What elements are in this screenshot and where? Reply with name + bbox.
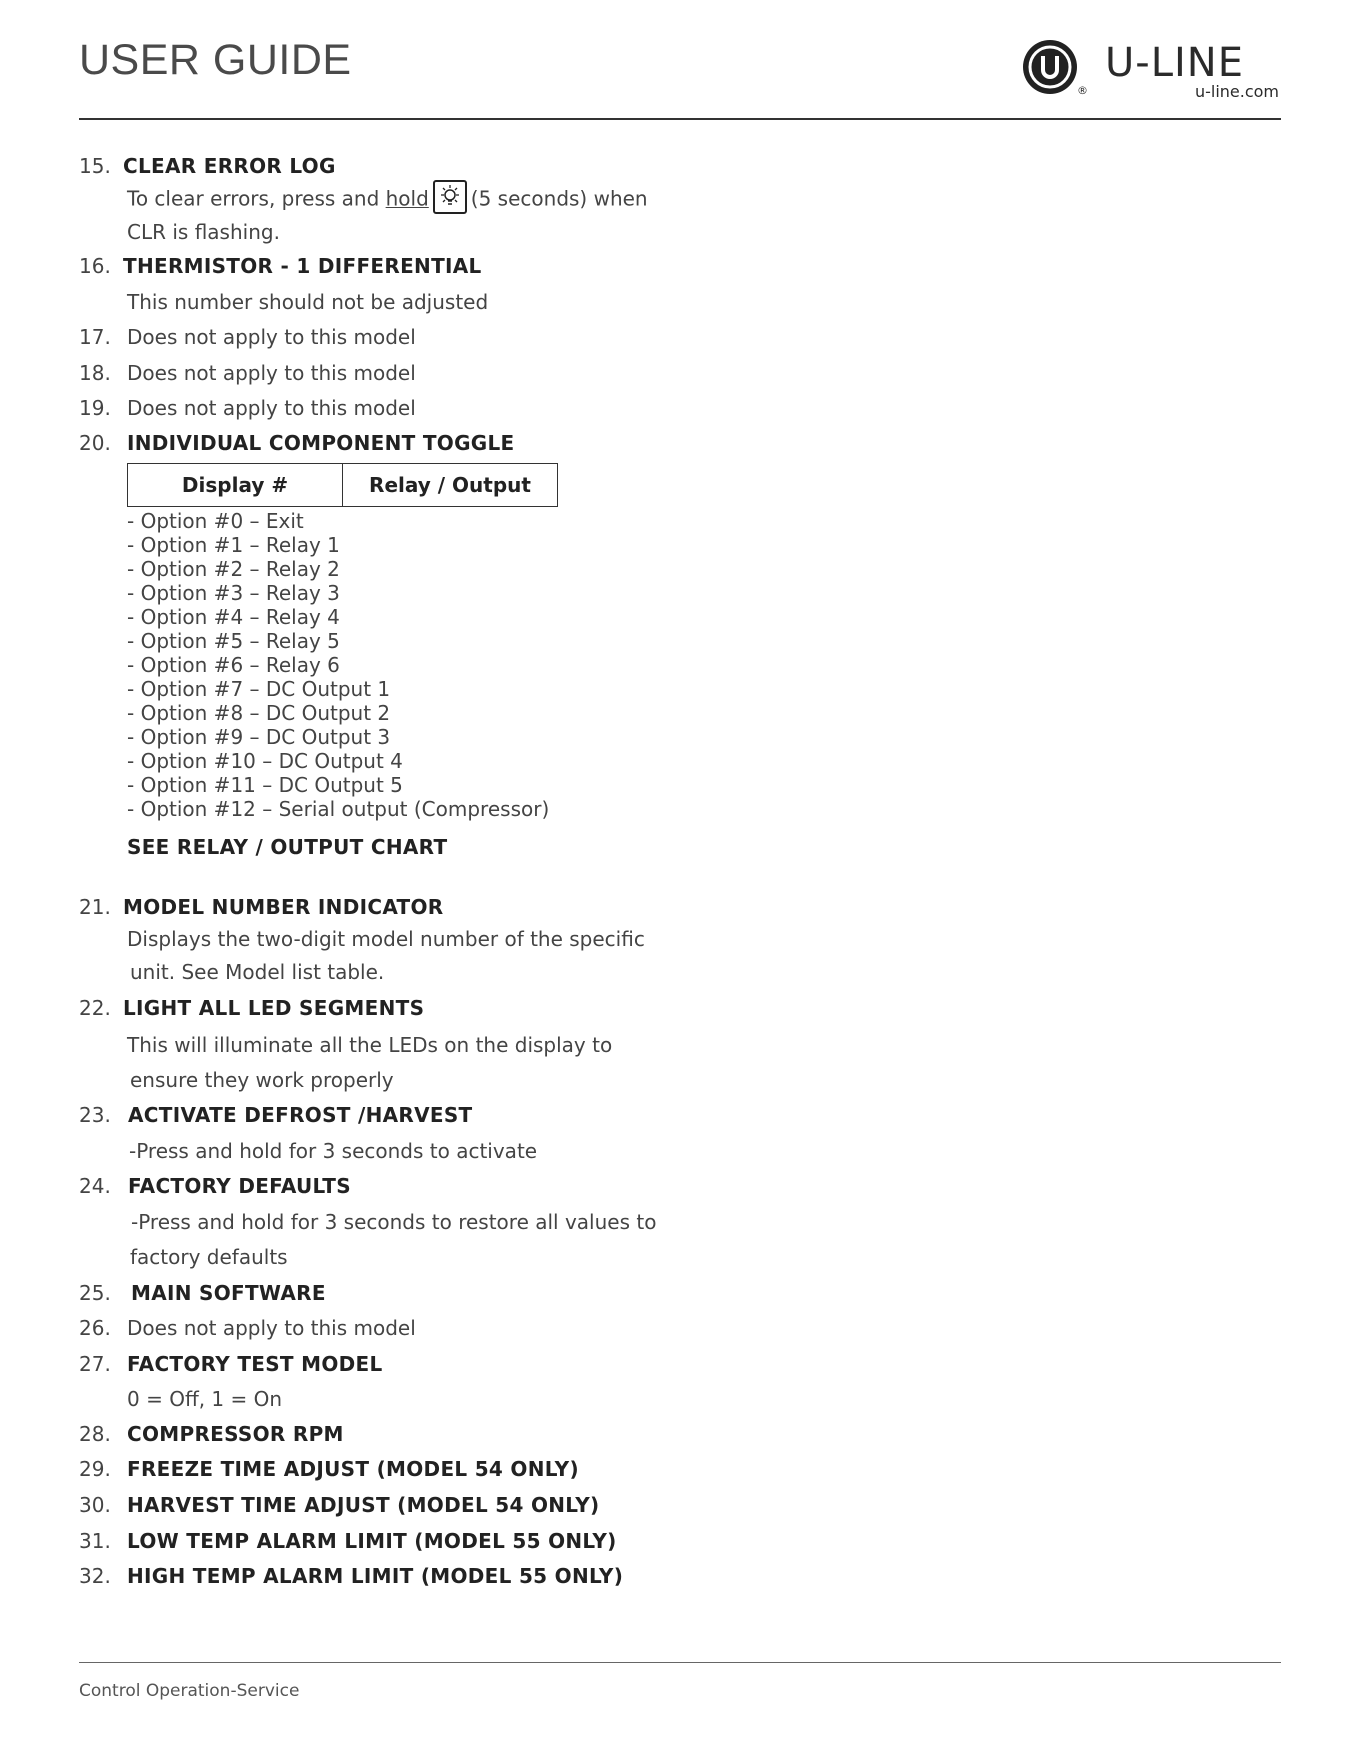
brand-name: U-LINE	[1105, 40, 1244, 86]
item-title: LIGHT ALL LED SEGMENTS	[123, 996, 425, 1020]
item-15-text: To clear errors, press and hold (5 seconds) when	[127, 186, 648, 214]
item-number: 19.	[79, 396, 111, 420]
brand-logo	[1021, 36, 1281, 106]
option-line: - Option #5 – Relay 5	[127, 629, 340, 653]
option-line: - Option #11 – DC Output 5	[127, 773, 403, 797]
option-line: - Option #0 – Exit	[127, 509, 304, 533]
item-number: 21.	[79, 895, 111, 919]
item-title: FREEZE TIME ADJUST (MODEL 54 ONLY)	[127, 1457, 579, 1481]
item-title: MODEL NUMBER INDICATOR	[123, 895, 444, 919]
item-number: 25.	[79, 1281, 111, 1305]
item-number: 31.	[79, 1529, 111, 1553]
relay-output-table	[127, 463, 558, 507]
item-number: 20.	[79, 431, 111, 455]
item-22-text: This will illuminate all the LEDs on the display to	[127, 1033, 613, 1057]
brand-url: u-line.com	[1194, 82, 1279, 101]
item-24-text-2: factory defaults	[130, 1245, 288, 1269]
footer-text: Control Operation-Service	[79, 1681, 300, 1701]
item-text: Does not apply to this model	[127, 361, 416, 385]
item-title: CLEAR ERROR LOG	[123, 154, 336, 178]
item-21-text: Displays the two-digit model number of the specific	[127, 927, 645, 951]
item-23-text: -Press and hold for 3 seconds to activate	[129, 1139, 538, 1163]
option-line: - Option #8 – DC Output 2	[127, 701, 391, 725]
item-title: LOW TEMP ALARM LIMIT (MODEL 55 ONLY)	[127, 1529, 617, 1553]
option-line: - Option #7 – DC Output 1	[127, 677, 391, 701]
item-title: HIGH TEMP ALARM LIMIT (MODEL 55 ONLY)	[127, 1564, 624, 1588]
u-line-logo-icon	[1021, 38, 1079, 96]
item-number: 26.	[79, 1316, 111, 1340]
item-number: 32.	[79, 1564, 111, 1588]
item-number: 22.	[79, 996, 111, 1020]
item-title: HARVEST TIME ADJUST (MODEL 54 ONLY)	[127, 1493, 600, 1517]
option-line: - Option #4 – Relay 4	[127, 605, 340, 629]
item-number: 30.	[79, 1493, 111, 1517]
option-line: - Option #6 – Relay 6	[127, 653, 340, 677]
option-line: - Option #3 – Relay 3	[127, 581, 340, 605]
option-line: - Option #1 – Relay 1	[127, 533, 340, 557]
item-title: ACTIVATE DEFROST /HARVEST	[128, 1103, 473, 1127]
item-16-text: This number should not be adjusted	[127, 290, 489, 314]
footer-divider	[79, 1662, 1281, 1663]
page-title: USER GUIDE	[79, 36, 352, 84]
option-line: - Option #9 – DC Output 3	[127, 725, 391, 749]
item-text: Does not apply to this model	[127, 396, 416, 420]
registered-mark: ®	[1077, 84, 1088, 97]
item-number: 24.	[79, 1174, 111, 1198]
item-number: 29.	[79, 1457, 111, 1481]
lightbulb-button-icon	[433, 180, 467, 214]
item-number: 23.	[79, 1103, 111, 1127]
item-number: 15.	[79, 154, 111, 178]
item-title: COMPRESSOR RPM	[127, 1422, 344, 1446]
item-number: 18.	[79, 361, 111, 385]
item-15-text-2: CLR is flashing.	[127, 220, 280, 244]
item-24-text: -Press and hold for 3 seconds to restore all values to	[131, 1210, 657, 1234]
item-number: 16.	[79, 254, 111, 278]
table-header-display: Display #	[128, 464, 343, 507]
item-title: FACTORY TEST MODEL	[127, 1352, 383, 1376]
header-divider	[79, 118, 1281, 120]
item-number: 27.	[79, 1352, 111, 1376]
item-title: THERMISTOR - 1 DIFFERENTIAL	[123, 254, 482, 278]
option-line: - Option #12 – Serial output (Compressor)	[127, 797, 550, 821]
item-text: Does not apply to this model	[127, 325, 416, 349]
see-relay-chart-text: SEE RELAY / OUTPUT CHART	[127, 835, 448, 859]
item-title: FACTORY DEFAULTS	[128, 1174, 351, 1198]
item-number: 17.	[79, 325, 111, 349]
hold-text: hold	[385, 186, 429, 211]
item-22-text-2: ensure they work properly	[130, 1068, 394, 1092]
item-title: MAIN SOFTWARE	[131, 1281, 326, 1305]
item-text: Does not apply to this model	[127, 1316, 416, 1340]
option-line: - Option #10 – DC Output 4	[127, 749, 403, 773]
option-line: - Option #2 – Relay 2	[127, 557, 340, 581]
item-number: 28.	[79, 1422, 111, 1446]
item-title: INDIVIDUAL COMPONENT TOGGLE	[127, 431, 515, 455]
table-header-relay-output: Relay / Output	[343, 464, 558, 507]
item-27-text: 0 = Off, 1 = On	[127, 1387, 283, 1411]
item-21-text-2: unit. See Model list table.	[130, 960, 385, 984]
